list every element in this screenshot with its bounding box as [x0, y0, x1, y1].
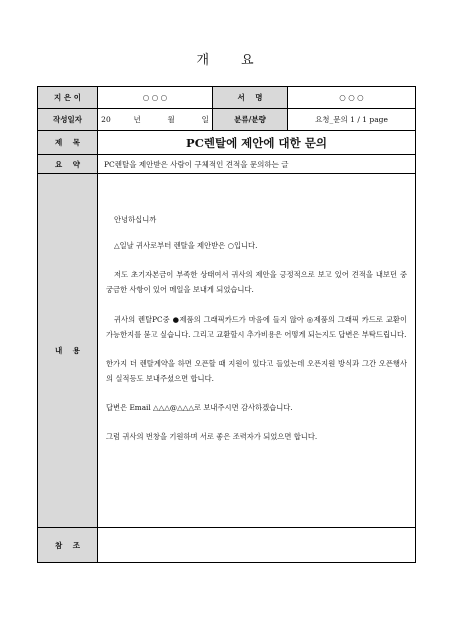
summary-value: PC렌탈을 제안받은 사람이 구체적인 견적을 문의하는 글 — [98, 155, 416, 174]
title-value: PC렌탈에 제안에 대한 문의 — [98, 131, 416, 155]
title-char-2: 요 — [241, 53, 254, 68]
content-paragraph: 저도 초기자본금이 부족한 상태여서 귀사의 제안을 긍정적으로 보고 있어 견적을 내보던 중 궁금한 사항이 있어 메일을 보내게 되었습니다. — [106, 270, 407, 294]
content-paragraph: 안녕하십니까 — [114, 215, 157, 224]
date-label: 작성일자 — [38, 109, 98, 131]
summary-label: 요 약 — [38, 155, 98, 174]
date-year: 20 — [101, 115, 111, 124]
content-paragraph: 그럼 귀사의 번창을 기원하며 서로 좋은 조력자가 되었으면 합니다. — [106, 432, 318, 441]
date-day-unit: 일 — [201, 115, 209, 124]
content-label: 내 용 — [38, 174, 98, 528]
author-row — [38, 87, 416, 109]
author-value: ○ ○ ○ — [98, 87, 213, 109]
document-form-table — [37, 86, 416, 563]
document-title — [0, 49, 450, 68]
content-body — [98, 174, 416, 528]
signature-value: ○ ○ ○ — [288, 87, 416, 109]
title-row — [38, 131, 416, 155]
date-row — [38, 109, 416, 131]
content-row — [38, 174, 416, 528]
title-char-1: 개 — [196, 53, 209, 68]
reference-row — [38, 528, 416, 563]
content-paragraph: 답변은 Email △△△@△△△로 보내주시면 감사하겠습니다. — [106, 403, 293, 412]
content-paragraph: 한가지 더 렌탈계약을 하면 오픈할 때 지원이 있다고 들었는데 오픈지원 방식과 그간 오픈행사의 실적등도 보내주셨으면 합니다. — [106, 359, 407, 383]
author-label: 지 은 이 — [38, 87, 98, 109]
summary-row — [38, 155, 416, 174]
title-label: 제 목 — [38, 131, 98, 155]
date-year-unit: 년 — [133, 115, 141, 124]
signature-label: 서 명 — [213, 87, 288, 109]
category-value: 요청_문의 1 / 1 page — [288, 109, 416, 131]
content-paragraph: △일날 귀사로부터 렌탈을 제안받은 ○입니다. — [114, 241, 258, 250]
reference-label: 참 조 — [38, 528, 98, 563]
reference-value — [98, 528, 416, 563]
date-month-unit: 월 — [167, 115, 175, 124]
date-value — [98, 109, 213, 131]
content-paragraph: 귀사의 렌탈PC중 ●제품의 그래픽카드가 마음에 들지 않아 ◎제품의 그래픽 카드로 교환이 가능한지를 묻고 싶습니다. 그리고 교환할시 추가비용은 어떻게 되는지도 답변은 부탁드립니다. — [106, 315, 407, 339]
category-label: 분류/분량 — [213, 109, 288, 131]
